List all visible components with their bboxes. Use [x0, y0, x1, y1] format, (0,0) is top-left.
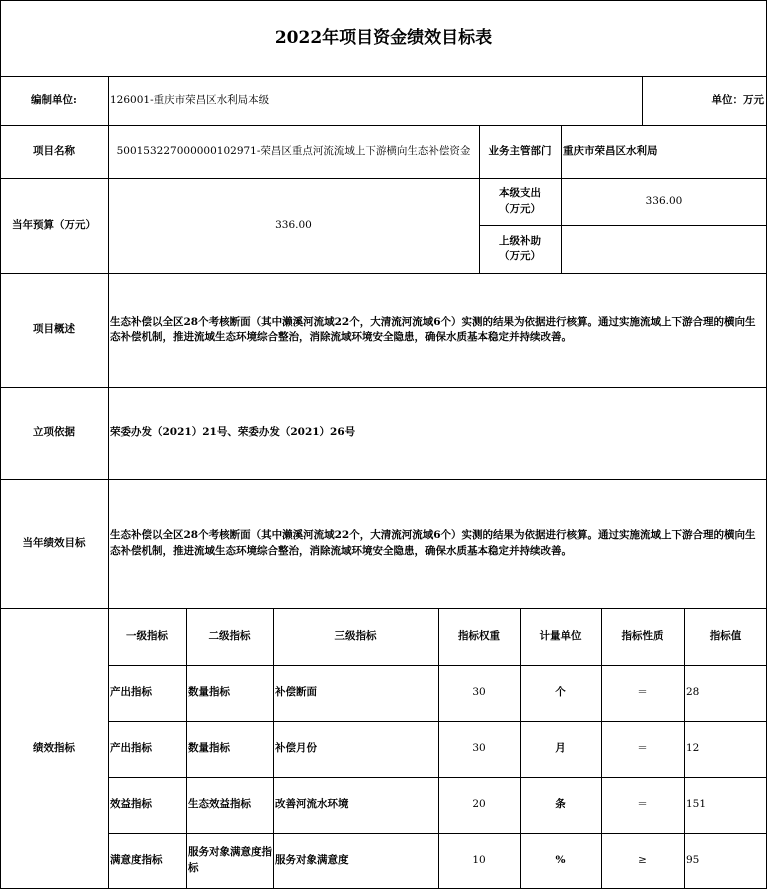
upper-subsidy-label: 上级补助（万元） — [499, 234, 541, 262]
table-row-1-level2: 数量指标 — [188, 686, 230, 699]
table-row-2-value: 12 — [686, 742, 700, 755]
table-row-3-level2: 生态效益指标 — [188, 798, 251, 811]
overview-text: 生态补偿以全区28个考核断面（其中濑溪河流域22个，大清流河流域6个）实测的结果为依据进行核算。通过实施流域上下游合理的横向生态补偿机制，推进流域生态环境综合整治，消除流域环境安全隐患，确保水质基本稳定并持续改善。 — [110, 315, 756, 343]
table-row-3-nature: ＝ — [637, 798, 648, 811]
budget-label: 当年预算（万元） — [12, 218, 96, 231]
table-row-3-level3: 改善河流水环境 — [275, 798, 349, 811]
header-value: 指标值 — [709, 629, 742, 642]
own-expense-label: 本级支出（万元） — [499, 187, 541, 215]
table-row-3-weight: 20 — [472, 798, 486, 811]
table-row-2-level1: 产出指标 — [110, 742, 152, 755]
upper-subsidy-value — [561, 225, 767, 273]
own-expense-value: 336.00 — [645, 194, 683, 207]
dept-label: 业务主管部门 — [488, 144, 552, 157]
table-row-2-level3: 补偿月份 — [275, 742, 317, 755]
table-row-1-value: 28 — [686, 686, 700, 699]
basis-text: 荣委办发（2021）21号、荣委办发（2021）26号 — [110, 426, 356, 439]
table-row-1-weight: 30 — [472, 686, 486, 699]
header-level2: 二级指标 — [208, 629, 251, 642]
header-level3: 三级指标 — [334, 629, 377, 642]
org-label: 编制单位: — [31, 93, 77, 106]
table-row-2-unit: 月 — [555, 742, 566, 755]
header-weight: 指标权重 — [458, 629, 500, 642]
table-row-3-unit: 条 — [555, 798, 566, 811]
budget-value: 336.00 — [275, 218, 312, 231]
header-unit: 计量单位 — [539, 629, 582, 642]
project-name-value: 500153227000000102971-荣昌区重点河流流域上下游横向生态补偿资金 — [116, 144, 471, 157]
table-row-1-nature: ＝ — [637, 686, 648, 699]
project-name-label: 项目名称 — [33, 144, 75, 157]
basis-label: 立项依据 — [33, 426, 75, 439]
overview-label: 项目概述 — [33, 323, 75, 336]
header-level1: 一级指标 — [126, 629, 168, 642]
table-row-4-nature: ≥ — [638, 853, 647, 866]
table-row-1-level1: 产出指标 — [110, 686, 152, 699]
table-row-3-value: 151 — [686, 798, 707, 811]
header-nature: 指标性质 — [621, 629, 664, 642]
table-row-2-nature: ＝ — [637, 742, 648, 755]
table-row-4-weight: 10 — [472, 853, 486, 866]
table-row-2-level2: 数量指标 — [188, 742, 230, 755]
target-label: 当年绩效目标 — [22, 536, 86, 549]
indicators-label: 绩效指标 — [33, 741, 75, 754]
table-row-2-weight: 30 — [472, 742, 486, 755]
table-row-4-unit: % — [555, 853, 566, 866]
org-value: 126001-重庆市荣昌区水利局本级 — [110, 93, 270, 106]
table-row-4-level1: 满意度指标 — [110, 853, 163, 866]
table-row-1-unit: 个 — [555, 686, 566, 699]
table-row-4-level2: 服务对象满意度指标 — [188, 846, 272, 874]
table-row-4-value: 95 — [686, 853, 700, 866]
table-row-1-level3: 补偿断面 — [275, 686, 317, 699]
page-title: 2022年项目资金绩效目标表 — [274, 27, 493, 48]
unit-label: 单位：万元 — [711, 93, 764, 106]
dept-value: 重庆市荣昌区水利局 — [563, 144, 658, 157]
table-row-4-level3: 服务对象满意度 — [275, 853, 349, 866]
table-row-3-level1: 效益指标 — [110, 798, 152, 811]
target-text: 生态补偿以全区28个考核断面（其中濑溪河流域22个，大清流河流域6个）实测的结果为依据进行核算。通过实施流域上下游合理的横向生态补偿机制，推进流域生态环境综合整治，消除流域环境安全隐患，确保水质基本稳定并持续改善。 — [110, 529, 756, 557]
